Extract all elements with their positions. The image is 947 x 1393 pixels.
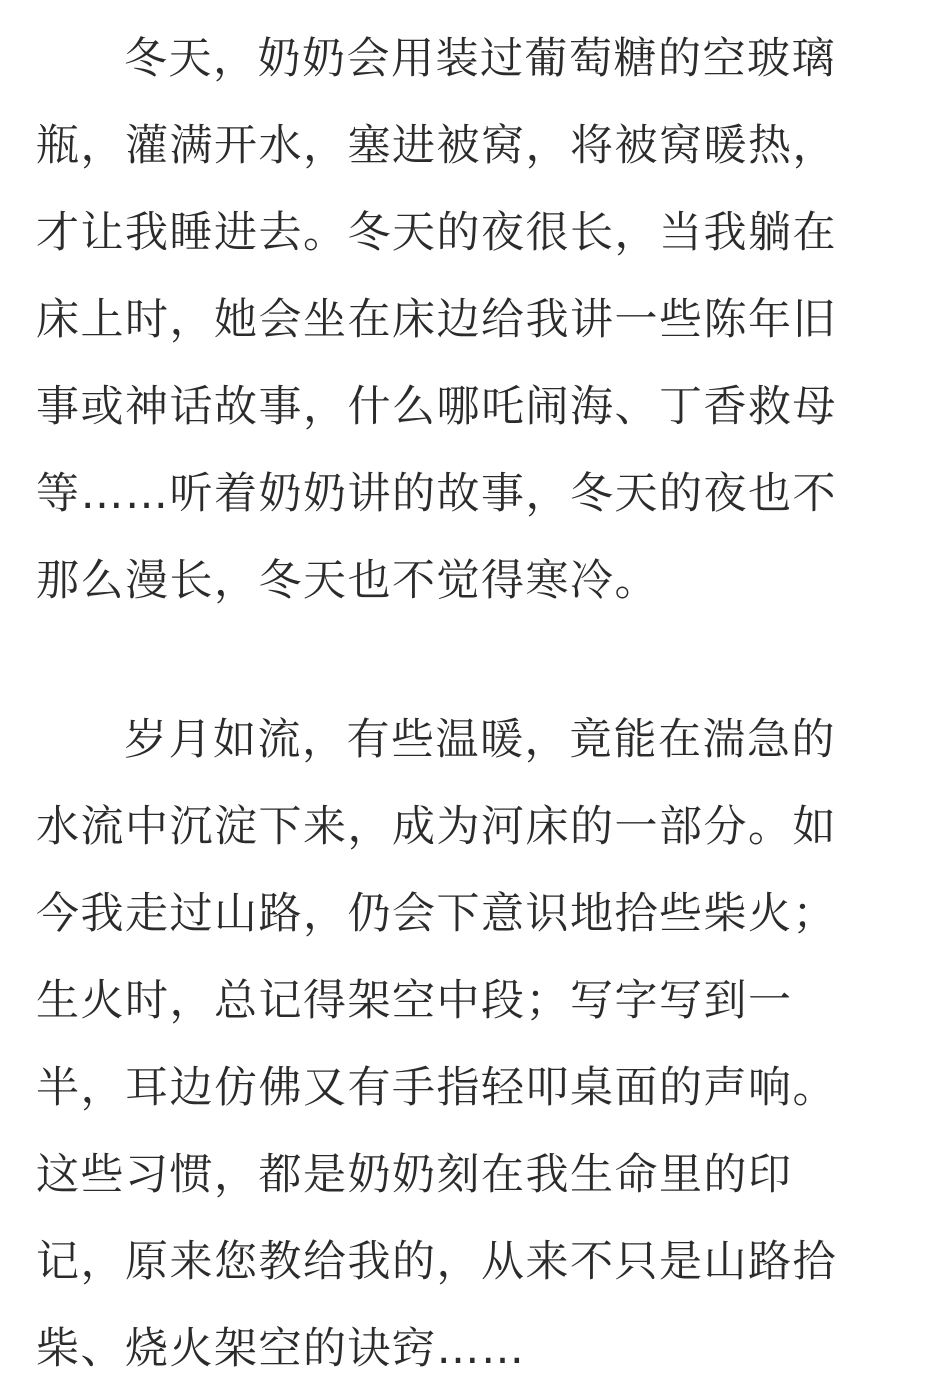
- paragraph-2: [36, 697, 906, 1393]
- text-line: 那么漫长，冬天也不觉得寒冷。: [36, 556, 659, 606]
- text-line: 生火时，总记得架空中段；写字写到一: [36, 976, 793, 1026]
- text-line: 瓶，灌满开水，塞进被窝，将被窝暖热，: [36, 121, 837, 171]
- paragraph-1: [36, 16, 906, 625]
- text-line: 才让我睡进去。冬天的夜很长，当我躺在: [36, 208, 837, 258]
- text-line: 床上时，她会坐在床边给我讲一些陈年旧: [36, 295, 837, 345]
- text-line: 半，耳边仿佛又有手指轻叩桌面的声响。: [36, 1063, 837, 1113]
- text-line: 记，原来您教给我的，从来不只是山路拾: [36, 1237, 837, 1287]
- paragraph-spacer: [36, 625, 906, 697]
- article-body: [36, 16, 906, 1393]
- text-line: 今我走过山路，仍会下意识地拾些柴火；: [36, 889, 837, 939]
- text-line: 岁月如流，有些温暖，竟能在湍急的: [124, 715, 836, 765]
- text-line: 事或神话故事，什么哪吒闹海、丁香救母: [36, 382, 837, 432]
- text-line: 等……听着奶奶讲的故事，冬天的夜也不: [36, 469, 837, 519]
- text-line: 水流中沉淀下来，成为河床的一部分。如: [36, 802, 837, 852]
- text-line: 冬天，奶奶会用装过葡萄糖的空玻璃: [124, 34, 836, 84]
- text-line: 柴、烧火架空的诀窍……: [36, 1324, 526, 1374]
- text-line: 这些习惯，都是奶奶刻在我生命里的印: [36, 1150, 793, 1200]
